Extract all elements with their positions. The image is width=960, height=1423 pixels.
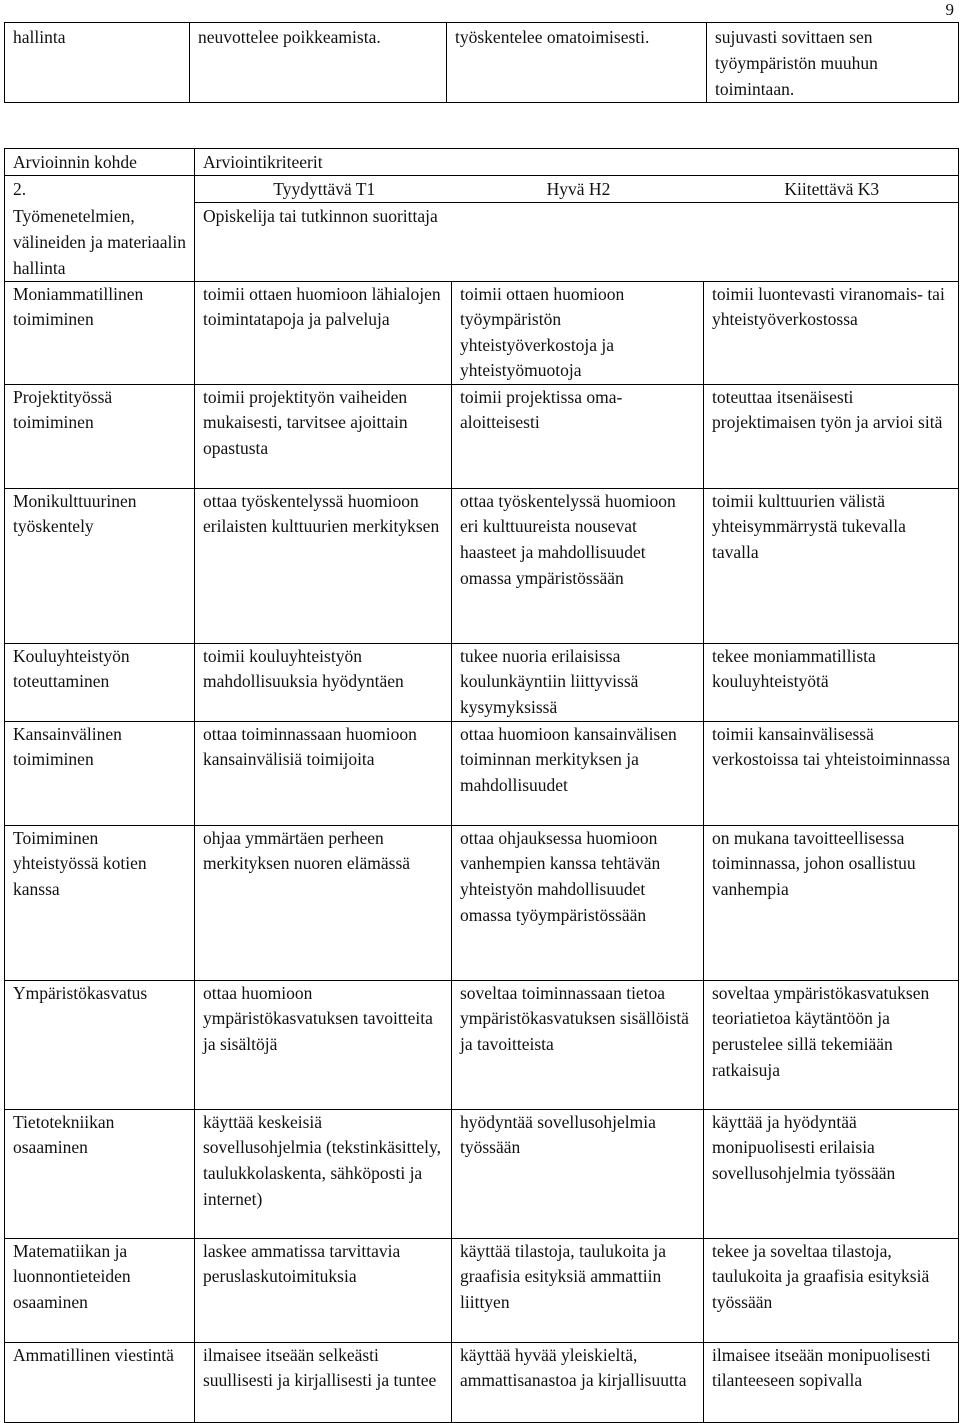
criteria-k3: toimii luontevasti viranomais- tai yhteistyöverkostossa	[704, 281, 959, 384]
level-header-row	[5, 176, 959, 203]
criteria-k3: on mukana tavoitteellisessa toiminnassa, johon osallistuu vanhempia	[704, 825, 959, 980]
table-cell: sujuvasti sovittaen sen työympäristön muuhun toimintaan.	[707, 23, 959, 103]
criteria-t1: ottaa työskentelyssä huomioon erilaisten kulttuurien merkityksen	[195, 488, 452, 643]
criteria-h2: ottaa työskentelyssä huomioon eri kulttuureista nousevat haasteet ja mahdollisuudet omassa ympäristössään	[452, 488, 704, 643]
table-row	[5, 1109, 959, 1238]
criteria-target: Kouluyhteistyön toteuttaminen	[5, 643, 195, 721]
criteria-h2: toimii ottaen huomioon työympäristön yhteistyöverkostoja ja yhteistyömuotoja	[452, 281, 704, 384]
criteria-h2: hyödyntää sovellusohjelmia työssään	[452, 1109, 704, 1238]
criteria-k3: soveltaa ympäristökasvatuksen teoriatietoa käytäntöön ja perustelee sillä tekemiään ratkaisuja	[704, 980, 959, 1109]
continued-table-row	[4, 22, 959, 103]
criteria-h2: käyttää hyvää yleiskieltä, ammattisanastoa ja kirjallisuutta	[452, 1342, 704, 1422]
criteria-h2: ottaa huomioon kansainvälisen toiminnan merkityksen ja mahdollisuudet	[452, 721, 704, 825]
criteria-k3: ilmaisee itseään monipuolisesti tilanteeseen sopivalla	[704, 1342, 959, 1422]
criteria-t1: ottaa huomioon ympäristökasvatuksen tavoitteita ja sisältöjä	[195, 980, 452, 1109]
criteria-h2: soveltaa toiminnassaan tietoa ympäristökasvatuksen sisällöistä ja tavoitteista	[452, 980, 704, 1109]
criteria-k3: tekee ja soveltaa tilastoja, taulukoita ja graafisia esityksiä työssään	[704, 1238, 959, 1342]
criteria-t1: ilmaisee itseään selkeästi suullisesti ja kirjallisesti ja tuntee	[195, 1342, 452, 1422]
criteria-target: Tietotekniikan osaaminen	[5, 1109, 195, 1238]
level-h2: Hyvä H2	[452, 176, 704, 203]
page-number: 9	[945, 0, 954, 19]
criteria-k3: toimii kansainvälisessä verkostoissa tai yhteistoiminnassa	[704, 721, 959, 825]
criteria-k3: tekee moniammatillista kouluyhteistyötä	[704, 643, 959, 721]
table-row	[5, 488, 959, 643]
criteria-h2: käyttää tilastoja, taulukoita ja graafisia esityksiä ammattiin liittyen	[452, 1238, 704, 1342]
criteria-k3: käyttää ja hyödyntää monipuolisesti erilaisia sovellusohjelmia työssään	[704, 1109, 959, 1238]
section-title: Työmenetelmien, välineiden ja materiaalin hallinta	[5, 203, 195, 282]
table-row	[5, 1238, 959, 1342]
table-row	[5, 643, 959, 721]
criteria-h2: toimii projektissa oma-aloitteisesti	[452, 384, 704, 488]
level-t1: Tyydyttävä T1	[195, 176, 452, 203]
table-row	[5, 980, 959, 1109]
criteria-t1: laskee ammatissa tarvittavia peruslaskutoimituksia	[195, 1238, 452, 1342]
section-number: 2.	[5, 176, 195, 203]
criteria-t1: käyttää keskeisiä sovellusohjelmia (tekstinkäsittely, taulukkolaskenta, sähköposti ja internet)	[195, 1109, 452, 1238]
criteria-t1: ottaa toiminnassaan huomioon kansainvälisiä toimijoita	[195, 721, 452, 825]
criteria-t1: toimii projektityön vaiheiden mukaisesti, tarvitsee ajoittain opastusta	[195, 384, 452, 488]
criteria-target: Matematiikan ja luonnontieteiden osaaminen	[5, 1238, 195, 1342]
table-row	[5, 825, 959, 980]
table-header-row	[5, 149, 959, 176]
table-row	[5, 1342, 959, 1422]
criteria-target: Monikulttuurinen työskentely	[5, 488, 195, 643]
criteria-h2: ottaa ohjauksessa huomioon vanhempien kanssa tehtävän yhteistyön mahdollisuudet omassa työympäristössään	[452, 825, 704, 980]
table-cell: hallinta	[5, 23, 190, 103]
criteria-table	[4, 148, 959, 1423]
criteria-target: Moniammatillinen toimiminen	[5, 281, 195, 384]
column-header-target: Arvioinnin kohde	[5, 149, 195, 176]
criteria-t1: toimii kouluyhteistyön mahdollisuuksia hyödyntäen	[195, 643, 452, 721]
table-row	[5, 384, 959, 488]
criteria-target: Ammatillinen viestintä	[5, 1342, 195, 1422]
subject-label: Opiskelija tai tutkinnon suorittaja	[195, 203, 959, 282]
criteria-target: Projektityössä toimiminen	[5, 384, 195, 488]
level-k3: Kiitettävä K3	[704, 176, 959, 203]
criteria-t1: ohjaa ymmärtäen perheen merkityksen nuoren elämässä	[195, 825, 452, 980]
table-row	[5, 721, 959, 825]
section-header-row	[5, 203, 959, 282]
criteria-target: Toimiminen yhteistyössä kotien kanssa	[5, 825, 195, 980]
criteria-k3: toteuttaa itsenäisesti projektimaisen työn ja arvioi sitä	[704, 384, 959, 488]
column-header-criteria: Arviointikriteerit	[195, 149, 959, 176]
table-row	[5, 281, 959, 384]
table-row	[5, 23, 959, 103]
table-cell: neuvottelee poikkeamista.	[190, 23, 447, 103]
criteria-h2: tukee nuoria erilaisissa koulunkäyntiin liittyvissä kysymyksissä	[452, 643, 704, 721]
criteria-target: Kansainvälinen toimiminen	[5, 721, 195, 825]
table-cell: työskentelee omatoimisesti.	[447, 23, 707, 103]
criteria-t1: toimii ottaen huomioon lähialojen toimintatapoja ja palveluja	[195, 281, 452, 384]
criteria-target: Ympäristökasvatus	[5, 980, 195, 1109]
criteria-k3: toimii kulttuurien välistä yhteisymmärrystä tukevalla tavalla	[704, 488, 959, 643]
